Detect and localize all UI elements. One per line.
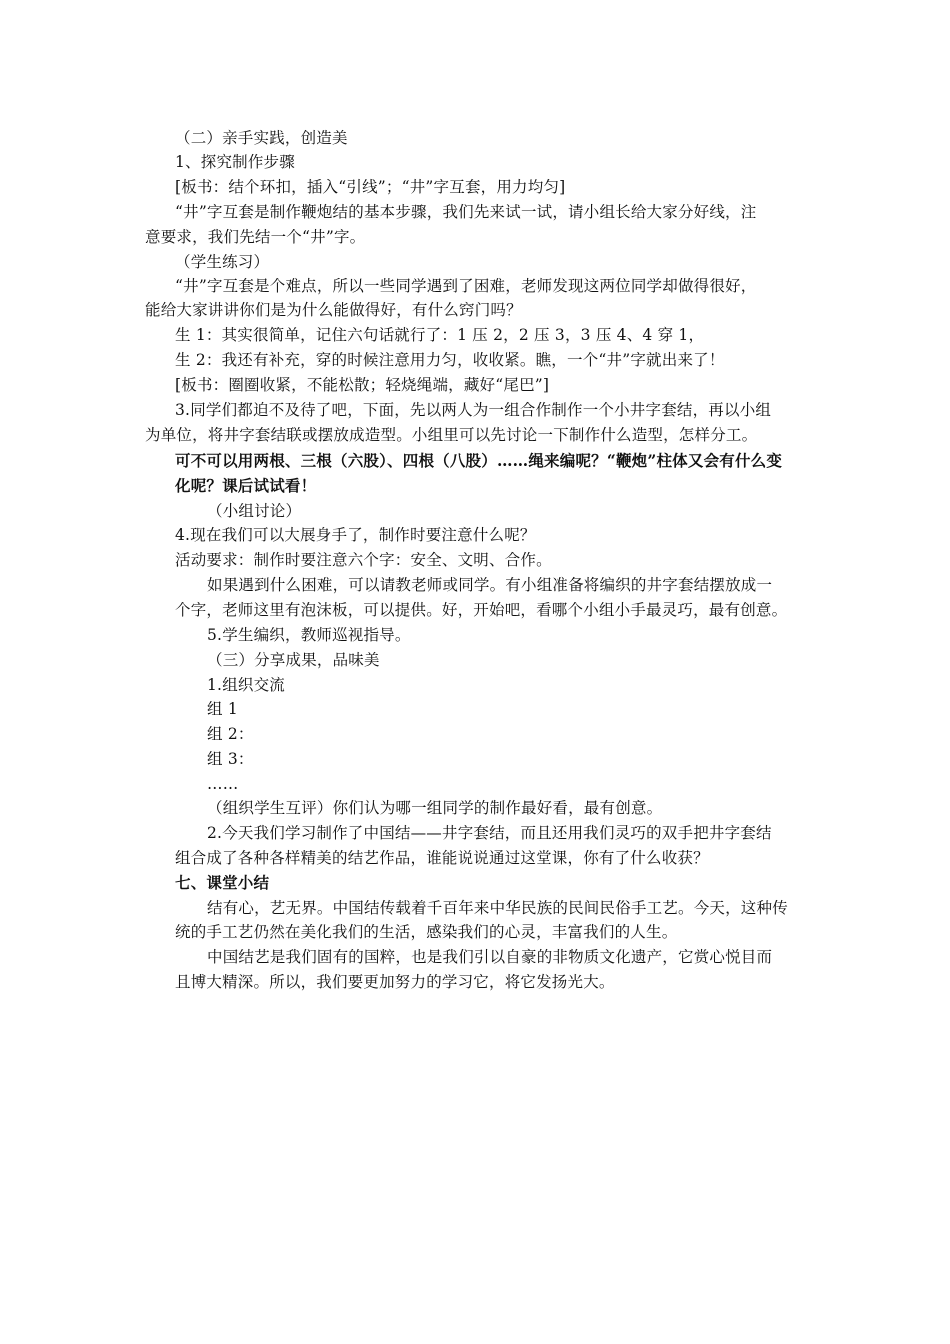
- paragraph-line: 结有心，艺无界。中国结传载着千百年来中华民族的民间民俗手工艺。今天，这种传: [207, 899, 788, 917]
- paragraph-line: 组合成了各种各样精美的结艺作品，谁能说说通过这堂课，你有了什么收获？: [175, 849, 709, 867]
- paragraph-line: 且博大精深。所以，我们要更加努力的学习它，将它发扬光大。: [175, 973, 615, 991]
- paragraph-line: 生 2：我还有补充，穿的时候注意用力匀，收收紧。瞧，一个“井”字就出来了！: [175, 351, 725, 369]
- paragraph-line: 1.组织交流: [207, 676, 285, 694]
- paragraph-line: 个字，老师这里有泡沫板，可以提供。好，开始吧，看哪个小组小手最灵巧，最有创意。: [175, 601, 788, 619]
- step-heading-1: 1、探究制作步骤: [175, 153, 295, 171]
- paragraph-line: 可不可以用两根、三根（六股）、四根（八股）……绳来编呢？“鞭炮”柱体又会有什么变: [175, 451, 783, 470]
- paragraph-line: （学生练习）: [175, 253, 270, 271]
- paragraph-line: 如果遇到什么困难，可以请教老师或同学。有小组准备将编织的井字套结摆放成一: [207, 576, 773, 594]
- paragraph-line: 4.现在我们可以大展身手了，制作时要注意什么呢？: [175, 526, 536, 544]
- board-note-2: [板书：圈圈收紧，不能松散；轻烧绳端，藏好“尾巴”]: [175, 376, 550, 394]
- paragraph-line: 意要求，我们先结一个“井”字。: [145, 228, 366, 246]
- paragraph-line: 组 3：: [207, 750, 254, 768]
- paragraph-line: （小组讨论）: [207, 502, 302, 520]
- paragraph-line: 中国结艺是我们固有的国粹，也是我们引以自豪的非物质文化遗产，它赏心悦目而: [207, 948, 773, 966]
- paragraph-line: 组 2：: [207, 725, 254, 743]
- paragraph-line: 活动要求：制作时要注意六个字：安全、文明、合作。: [175, 551, 552, 569]
- paragraph-line: 5.学生编织，教师巡视指导。: [207, 626, 411, 644]
- board-note-1: [板书：结个环扣，插入“引线”；“井”字互套，用力均匀]: [175, 178, 566, 196]
- paragraph-line: （组织学生互评）你们认为哪一组同学的制作最好看，最有创意。: [207, 799, 663, 817]
- paragraph-line: “井”字互套是个难点，所以一些同学遇到了困难，老师发现这两位同学却做得很好，: [175, 277, 757, 295]
- section-heading-2: （二）亲手实践，创造美: [175, 129, 348, 147]
- section-heading-3: （三）分享成果，品味美: [207, 651, 380, 669]
- paragraph-line: 组 1: [207, 700, 238, 718]
- paragraph-line: 化呢？课后试试看！: [175, 476, 317, 495]
- paragraph-line: 能给大家讲讲你们是为什么能做得好，有什么窍门吗？: [145, 301, 522, 319]
- paragraph-line: 为单位，将井字套结联或摆放成造型。小组里可以先讨论一下制作什么造型，怎样分工。: [145, 426, 758, 444]
- paragraph-line: ……: [207, 775, 239, 793]
- paragraph-line: 统的手工艺仍然在美化我们的生活，感染我们的心灵，丰富我们的人生。: [175, 923, 678, 941]
- paragraph-line: “井”字互套是制作鞭炮结的基本步骤，我们先来试一试，请小组长给大家分好线，注: [175, 203, 757, 221]
- paragraph-line: 3.同学们都迫不及待了吧，下面，先以两人为一组合作制作一个小井字套结，再以小组: [175, 401, 772, 419]
- section-heading-7: 七、课堂小结: [175, 873, 270, 892]
- paragraph-line: 生 1：其实很简单，记住六句话就行了：1 压 2，2 压 3，3 压 4、4 穿 1，: [175, 326, 705, 344]
- paragraph-line: 2.今天我们学习制作了中国结——井字套结，而且还用我们灵巧的双手把井字套结: [207, 824, 772, 842]
